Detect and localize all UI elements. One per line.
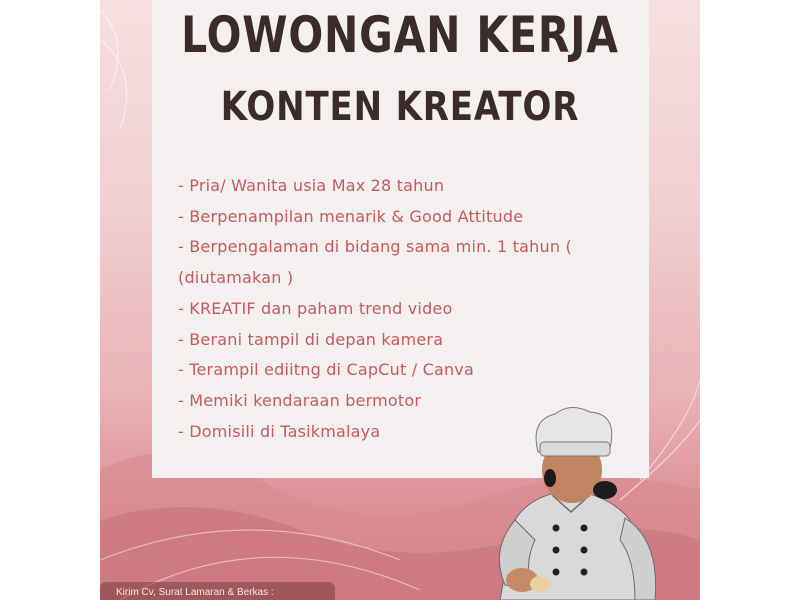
requirement-item: - Berani tampil di depan kamera — [178, 329, 444, 349]
headline-subtitle: KONTEN KREATOR — [220, 84, 580, 130]
job-poster — [100, 0, 700, 600]
requirement-item: - Pria/ Wanita usia Max 28 tahun — [178, 176, 445, 195]
chef-illustration — [460, 400, 700, 600]
footer-text: Kirim Cv, Surat Lamaran & Berkas : — [116, 587, 274, 598]
requirement-item: - KREATIF dan paham trend video — [178, 298, 453, 318]
requirement-item: - Domisili di Tasikmalaya — [178, 421, 381, 441]
headline-title: LOWONGAN KERJA — [181, 6, 619, 64]
requirement-item: - Berpenampilan menarik & Good Attitude — [178, 206, 524, 226]
requirement-item: - Memiki kendaraan bermotor — [178, 390, 422, 410]
footer-bar — [100, 582, 335, 600]
requirement-item: - Berpengalaman di bidang sama min. 1 tahun ( — [178, 237, 572, 257]
requirement-item: (diutamakan ) — [178, 268, 294, 288]
requirement-item: - Terampil ediitng di CapCut / Canva — [178, 360, 474, 380]
